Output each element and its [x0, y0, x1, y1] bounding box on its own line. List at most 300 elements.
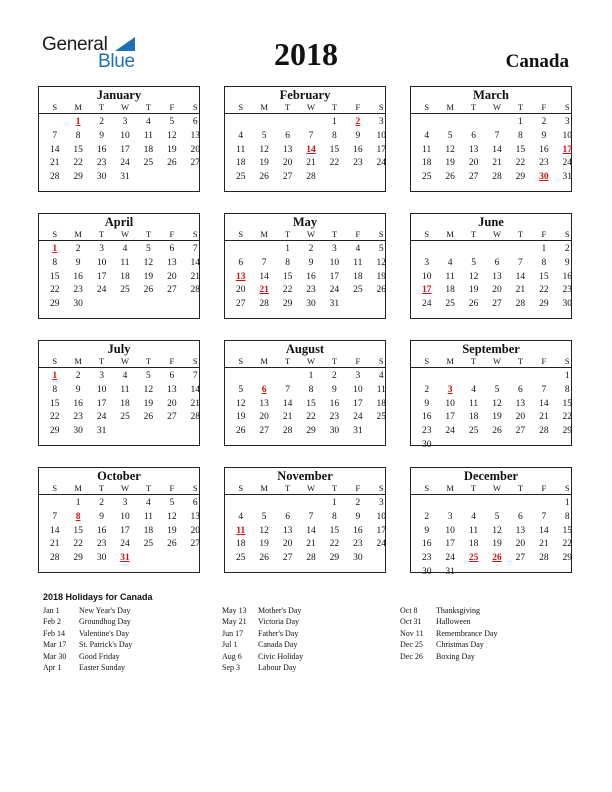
day-cell: 14 — [259, 271, 269, 282]
day-cell: 24 — [445, 426, 455, 437]
weekday-label: F — [541, 483, 547, 493]
weekday-label: T — [284, 356, 291, 366]
day-cell: 26 — [167, 539, 177, 550]
day-cell: 28 — [190, 412, 201, 423]
day-cell: 23 — [421, 553, 432, 564]
day-cell: 13 — [515, 398, 526, 409]
weekday-label: S — [424, 356, 430, 366]
day-cell: 28 — [282, 426, 293, 437]
day-cell: 27 — [259, 426, 269, 437]
day-cell: 27 — [167, 412, 177, 423]
day-cell: 21 — [492, 158, 502, 169]
weekday-label: W — [120, 483, 129, 493]
day-cell: 12 — [167, 511, 177, 522]
day-cell: 1 — [308, 371, 314, 381]
month-name: July — [107, 342, 131, 356]
weekday-label: F — [355, 356, 361, 366]
day-cell: 16 — [73, 398, 83, 409]
holiday-name: Remembrance Day — [436, 628, 498, 638]
weekday-label: F — [355, 483, 361, 493]
weekday-label: S — [192, 356, 198, 366]
day-cell: 7 — [541, 384, 547, 395]
weekday-label: S — [424, 229, 430, 239]
month-april — [38, 213, 200, 319]
day-cell: 12 — [259, 144, 269, 155]
weekday-label: T — [98, 102, 105, 112]
day-cell: 3 — [122, 117, 128, 127]
weekday-label: S — [378, 102, 384, 112]
day-cell: 13 — [190, 511, 201, 522]
day-cell: 19 — [445, 158, 455, 169]
day-cell: 8 — [332, 130, 337, 141]
holiday-date: Jun 17 — [222, 628, 244, 638]
day-cell: 27 — [190, 539, 201, 550]
day-cell: 10 — [120, 511, 130, 522]
day-cell: 11 — [468, 398, 479, 409]
day-cell: 28 — [49, 172, 60, 183]
holidays-heading: 2018 Holidays for Canada — [43, 592, 153, 602]
weekday-label: F — [541, 356, 547, 366]
holiday-date: Jul 1 — [222, 640, 238, 650]
month-december — [410, 467, 573, 577]
day-cell: 15 — [306, 398, 316, 409]
weekday-label: M — [260, 356, 268, 366]
weekday-label: W — [306, 229, 315, 239]
holiday-day-cell: 1 — [52, 371, 58, 381]
month-january — [38, 86, 200, 192]
day-cell: 31 — [120, 172, 130, 183]
day-cell: 20 — [167, 271, 177, 282]
day-cell: 27 — [282, 172, 293, 183]
day-cell: 22 — [562, 412, 573, 423]
weekday-header-row — [411, 102, 571, 114]
day-cell: 15 — [562, 398, 573, 409]
day-cell: 21 — [515, 285, 526, 296]
day-cell: 9 — [75, 384, 81, 395]
holiday-day-cell: 25 — [468, 553, 479, 564]
day-cell: 15 — [282, 271, 293, 282]
day-cell: 29 — [73, 172, 83, 183]
day-cell: 5 — [169, 498, 175, 508]
weekday-label: M — [260, 102, 268, 112]
day-cell: 9 — [355, 130, 361, 141]
day-cell: 24 — [96, 285, 107, 296]
holiday-date: Feb 14 — [43, 628, 65, 638]
day-cell: 6 — [169, 371, 175, 381]
holiday-day-cell: 2 — [355, 117, 361, 127]
day-cell: 12 — [143, 257, 154, 268]
day-cell: 3 — [447, 511, 453, 522]
weekday-label: T — [284, 229, 291, 239]
day-cell: 3 — [378, 117, 384, 127]
day-cell: 14 — [190, 257, 201, 268]
day-cell: 19 — [167, 144, 177, 155]
month-september — [410, 340, 573, 450]
day-cell: 10 — [376, 130, 387, 141]
day-cell: 10 — [120, 130, 130, 141]
holiday-date: Oct 31 — [400, 617, 422, 627]
weekday-label: W — [492, 483, 501, 493]
day-cell: 4 — [378, 371, 384, 381]
day-cell: 7 — [52, 130, 58, 141]
country-title: Canada — [505, 51, 569, 72]
holiday-name: Christmas Day — [436, 640, 484, 650]
holiday-day-cell: 11 — [236, 525, 246, 536]
day-cell: 14 — [539, 525, 549, 536]
day-cell: 5 — [261, 511, 267, 522]
day-cell: 7 — [261, 257, 267, 268]
day-cell: 25 — [143, 158, 154, 169]
day-cell: 16 — [329, 398, 340, 409]
month-november — [224, 467, 386, 573]
day-cell: 5 — [494, 511, 500, 522]
day-cell: 1 — [285, 244, 290, 254]
day-cell: 16 — [562, 271, 573, 282]
day-cell: 29 — [306, 426, 316, 437]
weekday-label: M — [260, 483, 268, 493]
day-cell: 25 — [120, 285, 130, 296]
day-cell: 28 — [539, 553, 549, 564]
day-cell: 24 — [376, 158, 387, 169]
day-cell: 27 — [468, 172, 479, 183]
weekday-label: T — [284, 102, 291, 112]
month-name: March — [473, 88, 509, 102]
day-cell: 2 — [541, 117, 547, 127]
day-cell: 18 — [120, 271, 130, 282]
day-cell: 8 — [308, 384, 314, 395]
day-cell: 4 — [424, 130, 430, 141]
day-cell: 19 — [143, 398, 154, 409]
day-cell: 10 — [376, 511, 387, 522]
day-cell: 21 — [539, 412, 549, 423]
day-cell: 5 — [471, 257, 476, 268]
day-cell: 9 — [541, 130, 547, 141]
day-cell: 25 — [445, 299, 455, 310]
day-cell: 29 — [539, 299, 549, 310]
day-cell: 19 — [492, 539, 502, 550]
day-cell: 20 — [492, 285, 502, 296]
holiday-name: Victoria Day — [258, 617, 300, 627]
day-cell: 6 — [494, 257, 500, 268]
holiday-date: Aug 6 — [222, 651, 242, 661]
holiday-date: May 13 — [222, 606, 247, 615]
day-cell: 11 — [236, 144, 246, 155]
day-cell: 27 — [492, 299, 502, 310]
day-cell: 1 — [75, 498, 81, 508]
weekday-header-row — [225, 229, 385, 241]
day-cell: 3 — [99, 244, 104, 254]
holiday-name: Civic Holiday — [258, 651, 304, 661]
day-cell: 26 — [376, 285, 387, 296]
day-cell: 11 — [353, 257, 363, 268]
weekday-label: F — [355, 102, 361, 112]
weekday-label: F — [541, 229, 547, 239]
weekday-label: T — [517, 483, 524, 493]
holiday-name: Labour Day — [258, 662, 297, 672]
holiday-day-cell: 6 — [261, 384, 267, 395]
holiday-day-cell: 3 — [447, 384, 453, 395]
day-cell: 26 — [167, 158, 177, 169]
day-cell: 6 — [518, 384, 523, 395]
day-cell: 31 — [445, 567, 455, 577]
day-cell: 22 — [329, 158, 340, 169]
weekday-label: W — [492, 356, 501, 366]
weekday-label: S — [378, 483, 384, 493]
day-cell: 12 — [167, 130, 177, 141]
day-cell: 31 — [353, 426, 363, 437]
day-cell: 20 — [190, 525, 201, 536]
holiday-date: Nov 11 — [400, 628, 424, 638]
weekday-label: M — [74, 356, 82, 366]
weekday-label: T — [331, 229, 338, 239]
day-cell: 10 — [421, 271, 432, 282]
day-cell: 11 — [468, 525, 479, 536]
day-cell: 7 — [192, 244, 198, 254]
day-cell: 13 — [468, 144, 479, 155]
day-cell: 18 — [376, 398, 387, 409]
day-cell: 12 — [259, 525, 269, 536]
month-name: May — [292, 215, 318, 229]
day-cell: 9 — [99, 130, 104, 141]
month-july — [38, 340, 200, 446]
day-cell: 14 — [492, 144, 502, 155]
day-cell: 16 — [306, 271, 316, 282]
day-cell: 26 — [235, 426, 246, 437]
day-cell: 11 — [143, 130, 153, 141]
day-cell: 22 — [562, 539, 573, 550]
holiday-day-cell: 21 — [259, 285, 269, 296]
day-cell: 17 — [445, 539, 455, 550]
day-cell: 2 — [99, 117, 104, 127]
weekday-label: S — [238, 102, 244, 112]
day-cell: 7 — [192, 371, 198, 381]
day-cell: 13 — [515, 525, 526, 536]
day-cell: 16 — [96, 525, 107, 536]
day-cell: 29 — [49, 299, 60, 310]
day-cell: 12 — [235, 398, 246, 409]
day-cell: 31 — [96, 426, 107, 437]
day-cell: 18 — [353, 271, 363, 282]
day-cell: 6 — [169, 244, 175, 254]
day-cell: 15 — [49, 271, 60, 282]
day-cell: 18 — [421, 158, 432, 169]
weekday-label: M — [446, 483, 454, 493]
day-cell: 22 — [49, 285, 60, 296]
day-cell: 3 — [378, 498, 384, 508]
day-cell: 23 — [306, 285, 316, 296]
day-cell: 25 — [235, 553, 246, 564]
day-cell: 21 — [539, 539, 549, 550]
day-cell: 17 — [376, 525, 387, 536]
day-cell: 24 — [562, 158, 573, 169]
weekday-label: S — [564, 483, 570, 493]
day-cell: 22 — [49, 412, 60, 423]
day-cell: 18 — [468, 412, 479, 423]
weekday-label: T — [470, 102, 477, 112]
month-june — [410, 213, 572, 319]
day-cell: 16 — [96, 144, 107, 155]
weekday-label: S — [192, 102, 198, 112]
day-cell: 15 — [73, 525, 83, 536]
day-cell: 2 — [332, 371, 337, 381]
weekday-label: M — [446, 229, 454, 239]
day-cell: 3 — [99, 371, 104, 381]
holiday-date: Dec 26 — [400, 651, 423, 661]
day-cell: 15 — [329, 144, 340, 155]
day-cell: 24 — [120, 158, 130, 169]
holiday-day-cell: 14 — [306, 144, 316, 155]
day-cell: 8 — [518, 130, 523, 141]
holiday-day-cell: 17 — [562, 144, 573, 155]
month-name: September — [462, 342, 520, 356]
day-cell: 12 — [143, 384, 154, 395]
day-cell: 9 — [355, 511, 361, 522]
weekday-label: M — [74, 483, 82, 493]
holiday-day-cell: 17 — [421, 285, 432, 296]
month-name: October — [97, 469, 141, 483]
day-cell: 27 — [190, 158, 201, 169]
day-cell: 10 — [96, 384, 107, 395]
day-cell: 31 — [329, 299, 340, 310]
month-name: December — [463, 469, 519, 483]
holiday-date: Feb 2 — [43, 617, 61, 627]
day-cell: 7 — [285, 384, 290, 395]
day-cell: 22 — [329, 539, 340, 550]
day-cell: 22 — [73, 539, 83, 550]
month-february — [224, 86, 386, 192]
weekday-label: F — [169, 102, 175, 112]
day-cell: 15 — [49, 398, 60, 409]
day-cell: 15 — [539, 271, 549, 282]
holiday-name: Boxing Day — [436, 651, 475, 661]
day-cell: 15 — [515, 144, 526, 155]
day-cell: 7 — [518, 257, 523, 268]
day-cell: 1 — [564, 498, 570, 508]
day-cell: 30 — [329, 426, 340, 437]
day-cell: 10 — [562, 130, 573, 141]
day-cell: 18 — [143, 144, 154, 155]
day-cell: 21 — [49, 158, 60, 169]
day-cell: 26 — [492, 426, 502, 437]
day-cell: 24 — [421, 299, 432, 310]
day-cell: 20 — [167, 398, 177, 409]
day-cell: 13 — [190, 130, 201, 141]
day-cell: 21 — [190, 271, 201, 282]
day-cell: 14 — [306, 525, 316, 536]
weekday-label: T — [470, 229, 477, 239]
holiday-date: Mar 17 — [43, 640, 67, 650]
day-cell: 8 — [285, 257, 290, 268]
day-cell: 24 — [353, 412, 363, 423]
day-cell: 11 — [445, 271, 455, 282]
day-cell: 2 — [308, 244, 314, 254]
day-cell: 21 — [49, 539, 60, 550]
day-cell: 28 — [539, 426, 549, 437]
month-name: November — [277, 469, 333, 483]
day-cell: 30 — [73, 426, 83, 437]
day-cell: 4 — [238, 511, 244, 522]
day-cell: 16 — [421, 539, 432, 550]
day-cell: 10 — [96, 257, 107, 268]
weekday-label: S — [238, 356, 244, 366]
day-cell: 30 — [421, 567, 432, 577]
day-cell: 15 — [562, 525, 573, 536]
weekday-label: T — [470, 483, 477, 493]
day-cell: 29 — [73, 553, 83, 564]
day-cell: 24 — [120, 539, 130, 550]
day-cell: 1 — [332, 498, 337, 508]
day-cell: 15 — [329, 525, 340, 536]
day-cell: 28 — [49, 553, 60, 564]
day-cell: 2 — [75, 371, 81, 381]
day-cell: 6 — [285, 511, 290, 522]
holiday-date: Dec 25 — [400, 640, 423, 650]
weekday-label: W — [120, 356, 129, 366]
day-cell: 4 — [122, 371, 128, 381]
weekday-header-row — [411, 356, 571, 368]
day-cell: 5 — [447, 130, 453, 141]
day-cell: 23 — [539, 158, 549, 169]
day-cell: 16 — [421, 412, 432, 423]
day-cell: 24 — [329, 285, 340, 296]
day-cell: 20 — [468, 158, 479, 169]
day-cell: 26 — [445, 172, 455, 183]
weekday-label: F — [169, 483, 175, 493]
day-cell: 16 — [353, 144, 363, 155]
day-cell: 12 — [492, 398, 502, 409]
weekday-label: S — [564, 102, 570, 112]
day-cell: 21 — [306, 539, 316, 550]
weekday-label: T — [145, 102, 152, 112]
day-cell: 4 — [146, 117, 151, 127]
weekday-label: S — [238, 483, 244, 493]
day-cell: 23 — [562, 285, 573, 296]
weekday-label: M — [446, 102, 454, 112]
weekday-header-row — [411, 229, 571, 241]
weekday-label: W — [120, 229, 129, 239]
holiday-day-cell: 1 — [75, 117, 81, 127]
day-cell: 26 — [143, 412, 154, 423]
day-cell: 30 — [562, 299, 573, 310]
day-cell: 27 — [515, 426, 526, 437]
holiday-date: Oct 8 — [400, 606, 418, 615]
day-cell: 18 — [143, 525, 154, 536]
weekday-label: T — [331, 356, 338, 366]
holiday-day-cell: 13 — [235, 271, 246, 282]
weekday-label: M — [74, 229, 82, 239]
holiday-date: Mar 30 — [43, 651, 67, 661]
day-cell: 17 — [445, 412, 455, 423]
day-cell: 30 — [96, 172, 107, 183]
weekday-label: S — [192, 229, 198, 239]
day-cell: 24 — [445, 553, 455, 564]
day-cell: 5 — [169, 117, 175, 127]
day-cell: 2 — [355, 498, 361, 508]
day-cell: 6 — [192, 117, 198, 127]
day-cell: 16 — [539, 144, 549, 155]
day-cell: 22 — [282, 285, 293, 296]
day-cell: 20 — [515, 412, 526, 423]
weekday-label: S — [192, 483, 198, 493]
day-cell: 17 — [353, 398, 363, 409]
day-cell: 9 — [424, 525, 430, 536]
day-cell: 14 — [49, 525, 60, 536]
year-title: 2018 — [274, 36, 338, 72]
day-cell: 19 — [143, 271, 154, 282]
weekday-label: T — [331, 483, 338, 493]
day-cell: 4 — [238, 130, 244, 141]
weekday-label: S — [424, 483, 430, 493]
